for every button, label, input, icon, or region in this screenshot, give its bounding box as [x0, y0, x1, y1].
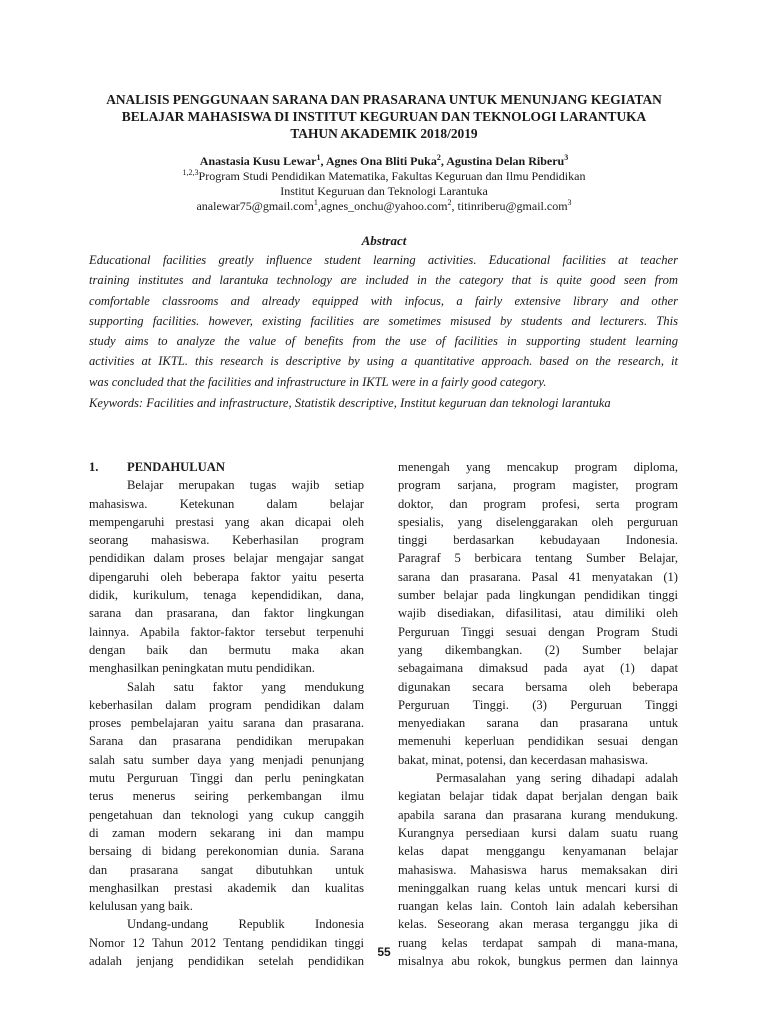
email: titinriberu@gmail.com — [457, 199, 568, 213]
body-line: ruang kelas terdapat sampah di mana-mana, — [398, 935, 678, 950]
body-line: wajib disediakan, difasilitasi, atau dimiliki oleh — [398, 606, 678, 621]
body-line: doktor, dan program profesi, serta program — [398, 496, 678, 511]
body-line: kelulusan yang baik. — [89, 899, 193, 914]
abstract-line: training institutes and larantuka technology are included in the category that is quite good seen from — [89, 273, 678, 288]
body-line: menghasilkan prestasi akademik dan kualitas — [89, 880, 364, 895]
body-line: didik, kurikulum, tenaga kependidikan, dana, — [89, 588, 364, 603]
body-line: mahasiswa. Mahasiswa harus memaksakan diri — [398, 862, 678, 877]
affiliation-sup: 1,2,3 — [182, 168, 199, 177]
body-line: Permasalahan yang sering dihadapi adalah — [436, 771, 678, 786]
body-line: di zaman modern sekarang ini dan mampu — [89, 825, 364, 840]
body-line: seorang mahasiswa. Keberhasilan program — [89, 533, 364, 548]
abstract-line: activities at IKTL. this research is descriptive by using a quantitative approach. based on the research, it — [89, 354, 678, 369]
body-line: ruangan kelas lain. Contoh lain adalah kebersihan — [398, 899, 678, 914]
body-line: terus menerus seiring perkembangan ilmu — [89, 789, 364, 804]
body-line: Sarana dan prasarana pendidikan merupakan — [89, 734, 364, 749]
body-line: Nomor 12 Tahun 2012 Tentang pendidikan tinggi — [89, 935, 364, 950]
keywords: Keywords: Facilities and infrastructure, Statistik descriptive, Institut keguruan dan teknologi larantuka — [89, 396, 611, 410]
body-line: Perguruan Tinggi. (3) Perguruan Tinggi — [398, 697, 678, 712]
body-line: lainnya. Apabila faktor-faktor tersebut terpenuhi — [89, 624, 364, 639]
title-line: BELAJAR MAHASISWA DI INSTITUT KEGURUAN DAN TEKNOLOGI LARANTUKA — [121, 109, 647, 124]
body-line: dan prasarana sangat dibutuhkan untuk — [89, 862, 364, 877]
author-name: Agnes Ona Bliti Puka — [325, 154, 437, 168]
body-line: sarana dan prasarana, dan faktor lingkungan — [89, 606, 364, 621]
body-line: meninggalkan ruang kelas untuk mencari kursi di — [398, 880, 678, 895]
body-line: memenuhi keperluan pendidikan sesuai dengan — [398, 734, 678, 749]
body-line: misalnya abu rokok, bungkus permen dan lainnya — [398, 954, 678, 969]
body-line: mempengaruhi prestasi yang akan dicapai oleh — [89, 514, 364, 529]
body-line: kelas. Seseorang akan merasa terganggu jika di — [398, 917, 678, 932]
body-line: bersaing di bidang perekonomian dunia. Sarana — [89, 844, 364, 859]
page-number: 55 — [377, 945, 391, 959]
body-line: pengetahuan dan teknologi yang cukup canggih — [89, 807, 364, 822]
body-line: Salah satu faktor yang mendukung — [127, 679, 364, 694]
body-line: menghasilkan peningkatan mutu pendidikan. — [89, 661, 315, 676]
separator: , — [440, 154, 447, 168]
affiliation — [60, 169, 708, 184]
body-line: sarana dan prasarana. Pasal 41 menyatakan (1) — [398, 569, 678, 584]
email-sup: 2 — [447, 198, 452, 207]
body-line: Perguruan Tinggi sesuai dengan Program Studi — [398, 624, 678, 639]
body-line: pendidikan dalam proses belajar mengajar sangat — [89, 551, 364, 566]
author-block — [60, 154, 708, 214]
separator: , — [451, 199, 458, 213]
body-line: tinggi berdasarkan kebudayaan Indonesia. — [398, 533, 678, 548]
body-line: mutu Perguruan Tinggi dan perlu peningkatan — [89, 771, 364, 786]
body-line: Belajar merupakan tugas wajib setiap — [127, 478, 364, 493]
body-line: program sarjana, program magister, program — [398, 478, 678, 493]
body-line: adalah jenjang pendidikan setelah pendidikan — [89, 954, 364, 969]
body-line: salah satu sumber daya yang menjadi penunjang — [89, 752, 364, 767]
body-line: Kurangnya persediaan kursi dalam suatu ruang — [398, 825, 678, 840]
body-line: apabila sarana dan prasarana kurang mendukung. — [398, 807, 678, 822]
section-heading — [89, 458, 364, 476]
author-name: Agustina Delan Riberu — [446, 154, 565, 168]
body-line: Undang-undang Republik Indonesia — [127, 917, 364, 932]
abstract-line: supporting facilities. however, existing facilities are sometimes misused by students and lecturers. This — [89, 313, 678, 328]
section-number: 1. — [89, 460, 99, 474]
body-line: dipengaruhi oleh beberapa faktor yaitu peserta — [89, 569, 364, 584]
left-column — [89, 458, 364, 970]
author-names — [60, 154, 708, 169]
body-line: bakat, minat, potensi, dan kecerdasan mahasiswa. — [398, 752, 649, 767]
author-sup: 1 — [316, 153, 321, 162]
body-line: sebagaimana dimaksud pada ayat (1) dapat — [398, 661, 678, 676]
author-sup: 2 — [436, 153, 441, 162]
body-line: spesialis, yang diselenggarakan oleh perguruan — [398, 514, 678, 529]
abstract-line: study aims to analyze the value of benefits from the use of facilities in supporting student learning — [89, 334, 678, 349]
abstract-line: Educational facilities greatly influence student learning activities. Educational facilities at teacher — [89, 253, 678, 267]
body-line: kegiatan belajar tidak dapat berjalan dengan baik — [398, 789, 678, 804]
abstract-line: was concluded that the facilities and infrastructure in IKTL were in a fairly good category. — [89, 374, 547, 389]
author-name: Anastasia Kusu Lewar — [199, 154, 317, 168]
body-line: mahasiswa. Ketekunan dalam belajar — [89, 496, 364, 511]
title-line: TAHUN AKADEMIK 2018/2019 — [290, 126, 478, 141]
body-line: menengah yang mencakup program diploma, — [398, 460, 678, 474]
paper-title — [60, 91, 708, 142]
affiliation-text: Program Studi Pendidikan Matematika, Fakultas Keguruan dan Ilmu Pendidikan — [198, 169, 586, 183]
section-title: PENDAHULUAN — [127, 460, 225, 474]
email: analewar75@gmail.com — [196, 199, 314, 213]
author-sup: 3 — [564, 153, 569, 162]
institution: Institut Keguruan dan Teknologi Larantuka — [280, 184, 488, 198]
body-line: menyediakan sarana dan prasarana untuk — [398, 716, 678, 731]
body-line: Paragraf 5 berbicara tentang Sumber Belajar, — [398, 551, 678, 566]
title-line: ANALISIS PENGGUNAAN SARANA DAN PRASARANA UNTUK MENUNJANG KEGIATAN — [106, 92, 662, 107]
right-column — [398, 458, 678, 970]
email-sup: 1 — [313, 198, 318, 207]
abstract-body — [89, 250, 678, 392]
body-line: sumber belajar pada lingkungan pendidikan tinggi — [398, 588, 678, 603]
email-sup: 3 — [567, 198, 572, 207]
email: agnes_onchu@yahoo.com — [320, 199, 448, 213]
body-line: dengan baik dan bermutu maka akan — [89, 642, 364, 657]
body-line: keberhasilan dalam program pendidikan dalam — [89, 697, 364, 712]
body-line: yang dikembangkan. (2) Sumber belajar — [398, 642, 678, 657]
abstract-heading: Abstract — [361, 233, 407, 248]
body-line: proses pembelajaran yaitu sarana dan prasarana. — [89, 716, 364, 731]
body-line: kelas dapat menggangu kenyamanan belajar — [398, 844, 678, 859]
body-line: digunakan secara bersama oleh beberapa — [398, 679, 678, 694]
separator: , — [320, 154, 326, 168]
abstract-line: comfortable classrooms and already equipped with infocus, a fairly extensive library and other — [89, 293, 678, 308]
emails: analewar75@gmail.com$^1$,agnes_onchu@yahoo.com$^2$, titinriberu@gmail.com$^3$ — [196, 198, 572, 213]
